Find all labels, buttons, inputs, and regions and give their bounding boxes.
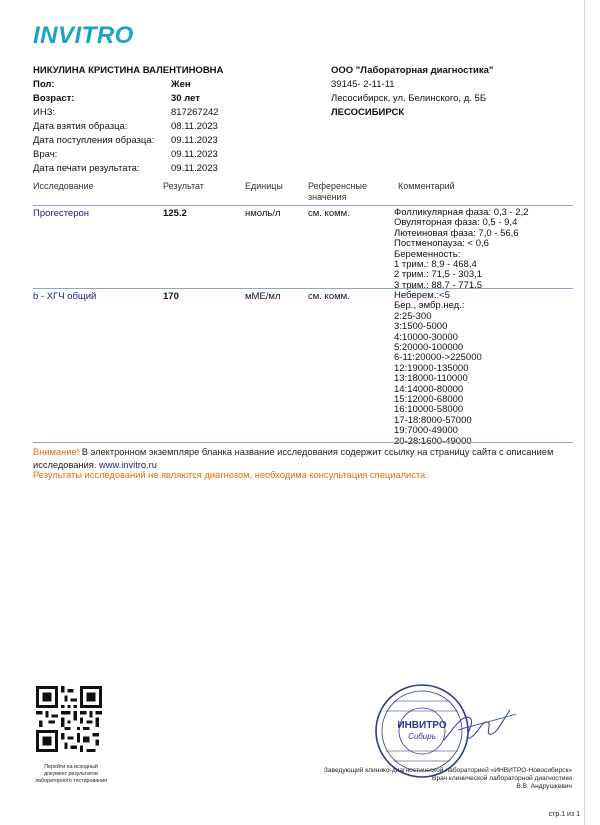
sample-date-value: 08.11.2023 bbox=[171, 121, 218, 132]
patient-row-age bbox=[33, 92, 333, 106]
notice-text: В электронном экземпляре бланка название исследования содержит ссылку на страницу сайта с описанием исследования. bbox=[33, 447, 554, 470]
comment-line: 17-18:8000-57000 bbox=[394, 414, 472, 426]
comment-line: Неберем.:<5 bbox=[394, 290, 450, 301]
result-value: 170 bbox=[163, 291, 179, 302]
patient-row-receipt-date bbox=[33, 134, 333, 148]
reference-value: см. комм. bbox=[308, 208, 350, 219]
comment-line: 6-11:20000->225000 bbox=[394, 352, 482, 364]
print-date-label: Дата печати результата: bbox=[33, 163, 140, 174]
receipt-date-value: 09.11.2023 bbox=[171, 135, 218, 146]
comment-line: Постменопауза: < 0,6 bbox=[394, 238, 489, 250]
patient-row-sex bbox=[33, 78, 333, 92]
electronic-copy-notice bbox=[33, 446, 578, 472]
comment-line: 5:20000-100000 bbox=[394, 342, 464, 354]
qr-caption-line: документ результатов bbox=[44, 771, 98, 777]
qr-caption bbox=[26, 764, 116, 785]
header-result: Результат bbox=[163, 181, 204, 191]
patient-name: НИКУЛИНА КРИСТИНА ВАЛЕНТИНОВНА bbox=[33, 65, 224, 76]
table-bottom-divider bbox=[33, 442, 573, 443]
invitro-website-link[interactable]: www.invitro.ru bbox=[99, 460, 157, 470]
comment-block bbox=[394, 208, 529, 291]
inz-value: 817267242 bbox=[171, 107, 219, 118]
signer-line: Врач клинической лабораторной диагностики bbox=[432, 775, 572, 782]
print-date-value: 09.11.2023 bbox=[171, 163, 218, 174]
lab-info bbox=[331, 64, 493, 120]
inz-label: ИНЗ: bbox=[33, 107, 56, 118]
comment-block bbox=[394, 291, 482, 447]
header-ref-line2: значения bbox=[308, 192, 347, 202]
signer-line: Заведующий клинико-диагностической лабораторией «ИНВИТРО-Новосибирск» bbox=[323, 767, 572, 774]
warning-word: Внимание! bbox=[33, 447, 80, 457]
comment-line: 16:10000-58000 bbox=[394, 404, 464, 416]
header-ref-line1: Референсные bbox=[308, 181, 367, 191]
row-divider bbox=[33, 288, 573, 289]
patient-row-sample-date bbox=[33, 120, 333, 134]
qr-code[interactable] bbox=[36, 686, 102, 752]
comment-line: 3:1500-5000 bbox=[394, 321, 448, 333]
comment-line: 3 трим.: 88,7 - 771,5 bbox=[394, 279, 483, 291]
study-link-hcg[interactable]: b - ХГЧ общий bbox=[33, 291, 97, 302]
units-value: мМЕ/мл bbox=[245, 291, 281, 302]
sample-date-label: Дата взятия образца: bbox=[33, 121, 128, 132]
patient-row-print-date bbox=[33, 162, 333, 176]
comment-line: 13:18000-110000 bbox=[394, 373, 468, 385]
lab-city: ЛЕСОСИБИРСК bbox=[331, 107, 405, 118]
comment-line: Фолликулярная фаза: 0,3 - 2,2 bbox=[394, 207, 529, 218]
receipt-date-label: Дата поступления образца: bbox=[33, 135, 155, 146]
comment-line: 4:10000-30000 bbox=[394, 331, 458, 343]
doctor-label: Врач: bbox=[33, 149, 58, 160]
reference-value: см. комм. bbox=[308, 291, 350, 302]
study-link-progesterone[interactable]: Прогестерон bbox=[33, 208, 90, 219]
header-units: Единицы bbox=[245, 181, 283, 191]
comment-line: Беременность: bbox=[394, 248, 461, 260]
comment-line: 15:12000-68000 bbox=[394, 394, 464, 406]
header-divider bbox=[33, 205, 573, 206]
invitro-logo: INVITRO bbox=[33, 22, 134, 49]
comment-line: 14:14000-80000 bbox=[394, 383, 464, 395]
qr-caption-line: лабораторного тестирования bbox=[35, 778, 107, 784]
comment-line: Овуляторная фаза: 0,5 - 9,4 bbox=[394, 217, 518, 229]
sex-value: Жен bbox=[171, 79, 191, 90]
comment-line: 20-28:1600-49000 bbox=[394, 435, 472, 447]
comment-line: Лютеиновая фаза: 7,0 - 56,6 bbox=[394, 227, 519, 239]
doctor-signature bbox=[440, 700, 520, 750]
header-comment: Комментарий bbox=[398, 181, 455, 191]
result-value: 125.2 bbox=[163, 208, 187, 219]
doctor-value: 09.11.2023 bbox=[171, 149, 218, 160]
page-number: стр.1 из 1 bbox=[548, 811, 580, 818]
patient-row-inz bbox=[33, 106, 333, 120]
age-value: 30 лет bbox=[171, 93, 200, 104]
table-header bbox=[33, 181, 573, 205]
comment-line: Бер., эмбр.нед.: bbox=[394, 300, 465, 312]
comment-line: 1 трим.: 8,9 - 468,4 bbox=[394, 259, 477, 271]
comment-line: 2:25-300 bbox=[394, 310, 432, 322]
lab-name: ООО "Лабораторная диагностика" bbox=[331, 65, 494, 76]
stamp-text-line1: ИНВИТРО bbox=[397, 720, 447, 731]
comment-line: 2 трим.: 71,5 - 303,1 bbox=[394, 269, 483, 281]
header-study: Исследование bbox=[33, 181, 94, 191]
lab-code: 39145- 2-11-11 bbox=[331, 79, 395, 90]
comment-line: 12:19000-135000 bbox=[394, 362, 469, 374]
stamp-text-line2: Сибирь bbox=[408, 732, 436, 741]
patient-name-row bbox=[33, 64, 333, 78]
diagnosis-disclaimer: Результаты исследований не являются диагнозом, необходима консультация специалиста. bbox=[33, 470, 428, 480]
age-label: Возраст: bbox=[33, 93, 75, 104]
patient-info bbox=[33, 64, 333, 176]
patient-row-doctor bbox=[33, 148, 333, 162]
units-value: нмоль/л bbox=[245, 208, 281, 219]
signer-block bbox=[250, 767, 572, 791]
sex-label: Пол: bbox=[33, 79, 55, 90]
signer-line: В.В. Андрушкевич bbox=[516, 783, 572, 790]
lab-address: Лесосибирск, ул. Белинского, д. 5Б bbox=[331, 93, 487, 104]
comment-line: 19:7000-49000 bbox=[394, 425, 458, 437]
qr-caption-line: Перейти на исходный bbox=[44, 764, 98, 770]
